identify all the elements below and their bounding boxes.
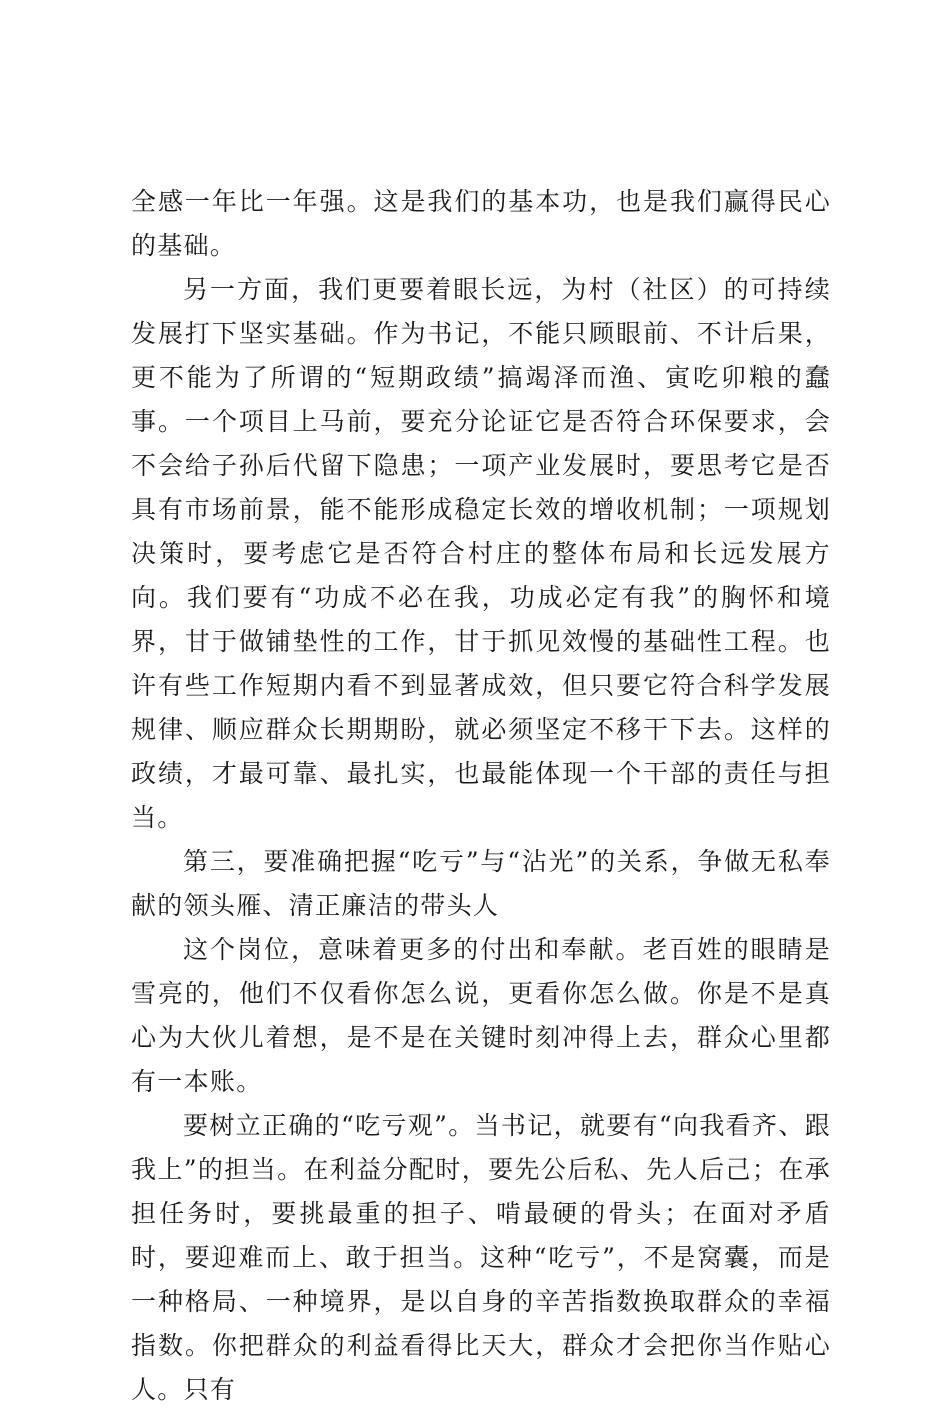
paragraph-position-dedication: 这个岗位，意味着更多的付出和奉献。老百姓的眼睛是雪亮的，他们不仅看你怎么说，更看你怎么做。你是不是真心为大伙儿着想，是不是在关键时刻冲得上去，群众心里都有一本账。 bbox=[131, 935, 831, 1096]
paragraph-long-term-development: 另一方面，我们更要着眼长远，为村（社区）的可持续发展打下坚实基础。作为书记，不能只顾眼前、不计后果，更不能为了所谓的“短期政绩”搞竭泽而渔、寅吃卯粮的蠢事。一个项目上马前，要充分论证它是否符合环保要求，会不会给子孙后代留下隐患；一项产业发展时，要思考它是否具有市场前景，能不能形成稳定长效的增收机制；一项规划决策时，要考虑它是否符合村庄的整体布局和长远发展方向。我们要有“功成不必在我，功成必定有我”的胸怀和境界，甘于做铺垫性的工作，甘于抓见效慢的基础性工程。也许有些工作短期内看不到显著成效，但只要它符合科学发展规律、顺应群众长期期盼，就必须坚定不移干下去。这样的政绩，才最可靠、最扎实，也最能体现一个干部的责任与担当。 bbox=[131, 275, 831, 832]
document-body bbox=[131, 180, 831, 1412]
paragraph-continuation: 全感一年比一年强。这是我们的基本功，也是我们赢得民心的基础。 bbox=[131, 187, 831, 260]
paragraph-view-of-loss: 要树立正确的“吃亏观”。当书记，就要有“向我看齐、跟我上”的担当。在利益分配时，要先公后私、先人后己；在承担任务时，要挑最重的担子、啃最硬的骨头；在面对矛盾时，要迎难而上、敢于担当。这种“吃亏”，不是窝囊，而是一种格局、一种境界，是以自身的辛苦指数换取群众的幸福指数。你把群众的利益看得比天大，群众才会把你当作贴心人。只有 bbox=[131, 1111, 831, 1404]
section-heading-third-point: 第三，要准确把握“吃亏”与“沾光”的关系，争做无私奉献的领头雁、清正廉洁的带头人 bbox=[131, 847, 831, 920]
